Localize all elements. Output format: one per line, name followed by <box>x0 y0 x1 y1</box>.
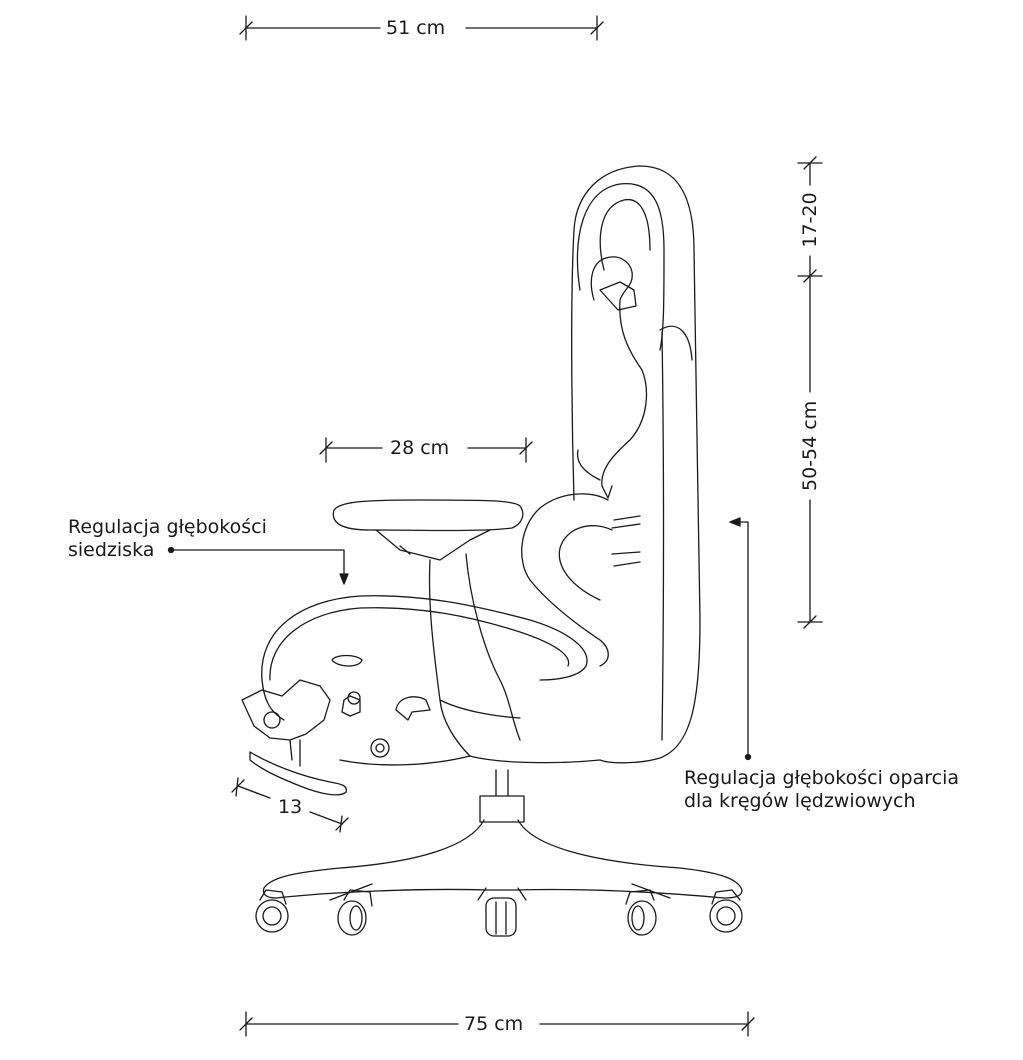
lumbar-support <box>522 494 640 666</box>
dim-footrest-length: 13 <box>278 796 303 818</box>
caster-wheels <box>256 890 742 936</box>
armrest <box>333 500 522 756</box>
dim-top-width: 51 cm <box>386 17 446 39</box>
dim-armrest-length: 28 cm <box>390 437 450 459</box>
lumbar-annotation-line1: Regulacja głębokości oparcia <box>684 767 960 789</box>
dim-headrest-range: 17-20 <box>799 192 821 248</box>
seat-depth-annotation-line1: Regulacja głębokości <box>68 516 267 538</box>
dim-base-width: 75 cm <box>464 1013 524 1035</box>
seat-depth-annotation-line2: siedziska <box>68 539 155 561</box>
backrest <box>572 166 700 763</box>
footrest <box>242 680 346 795</box>
lumbar-annotation-line2: dla kręgów lędzwiowych <box>684 790 916 812</box>
dim-backrest-range: 50-54 cm <box>799 400 821 491</box>
